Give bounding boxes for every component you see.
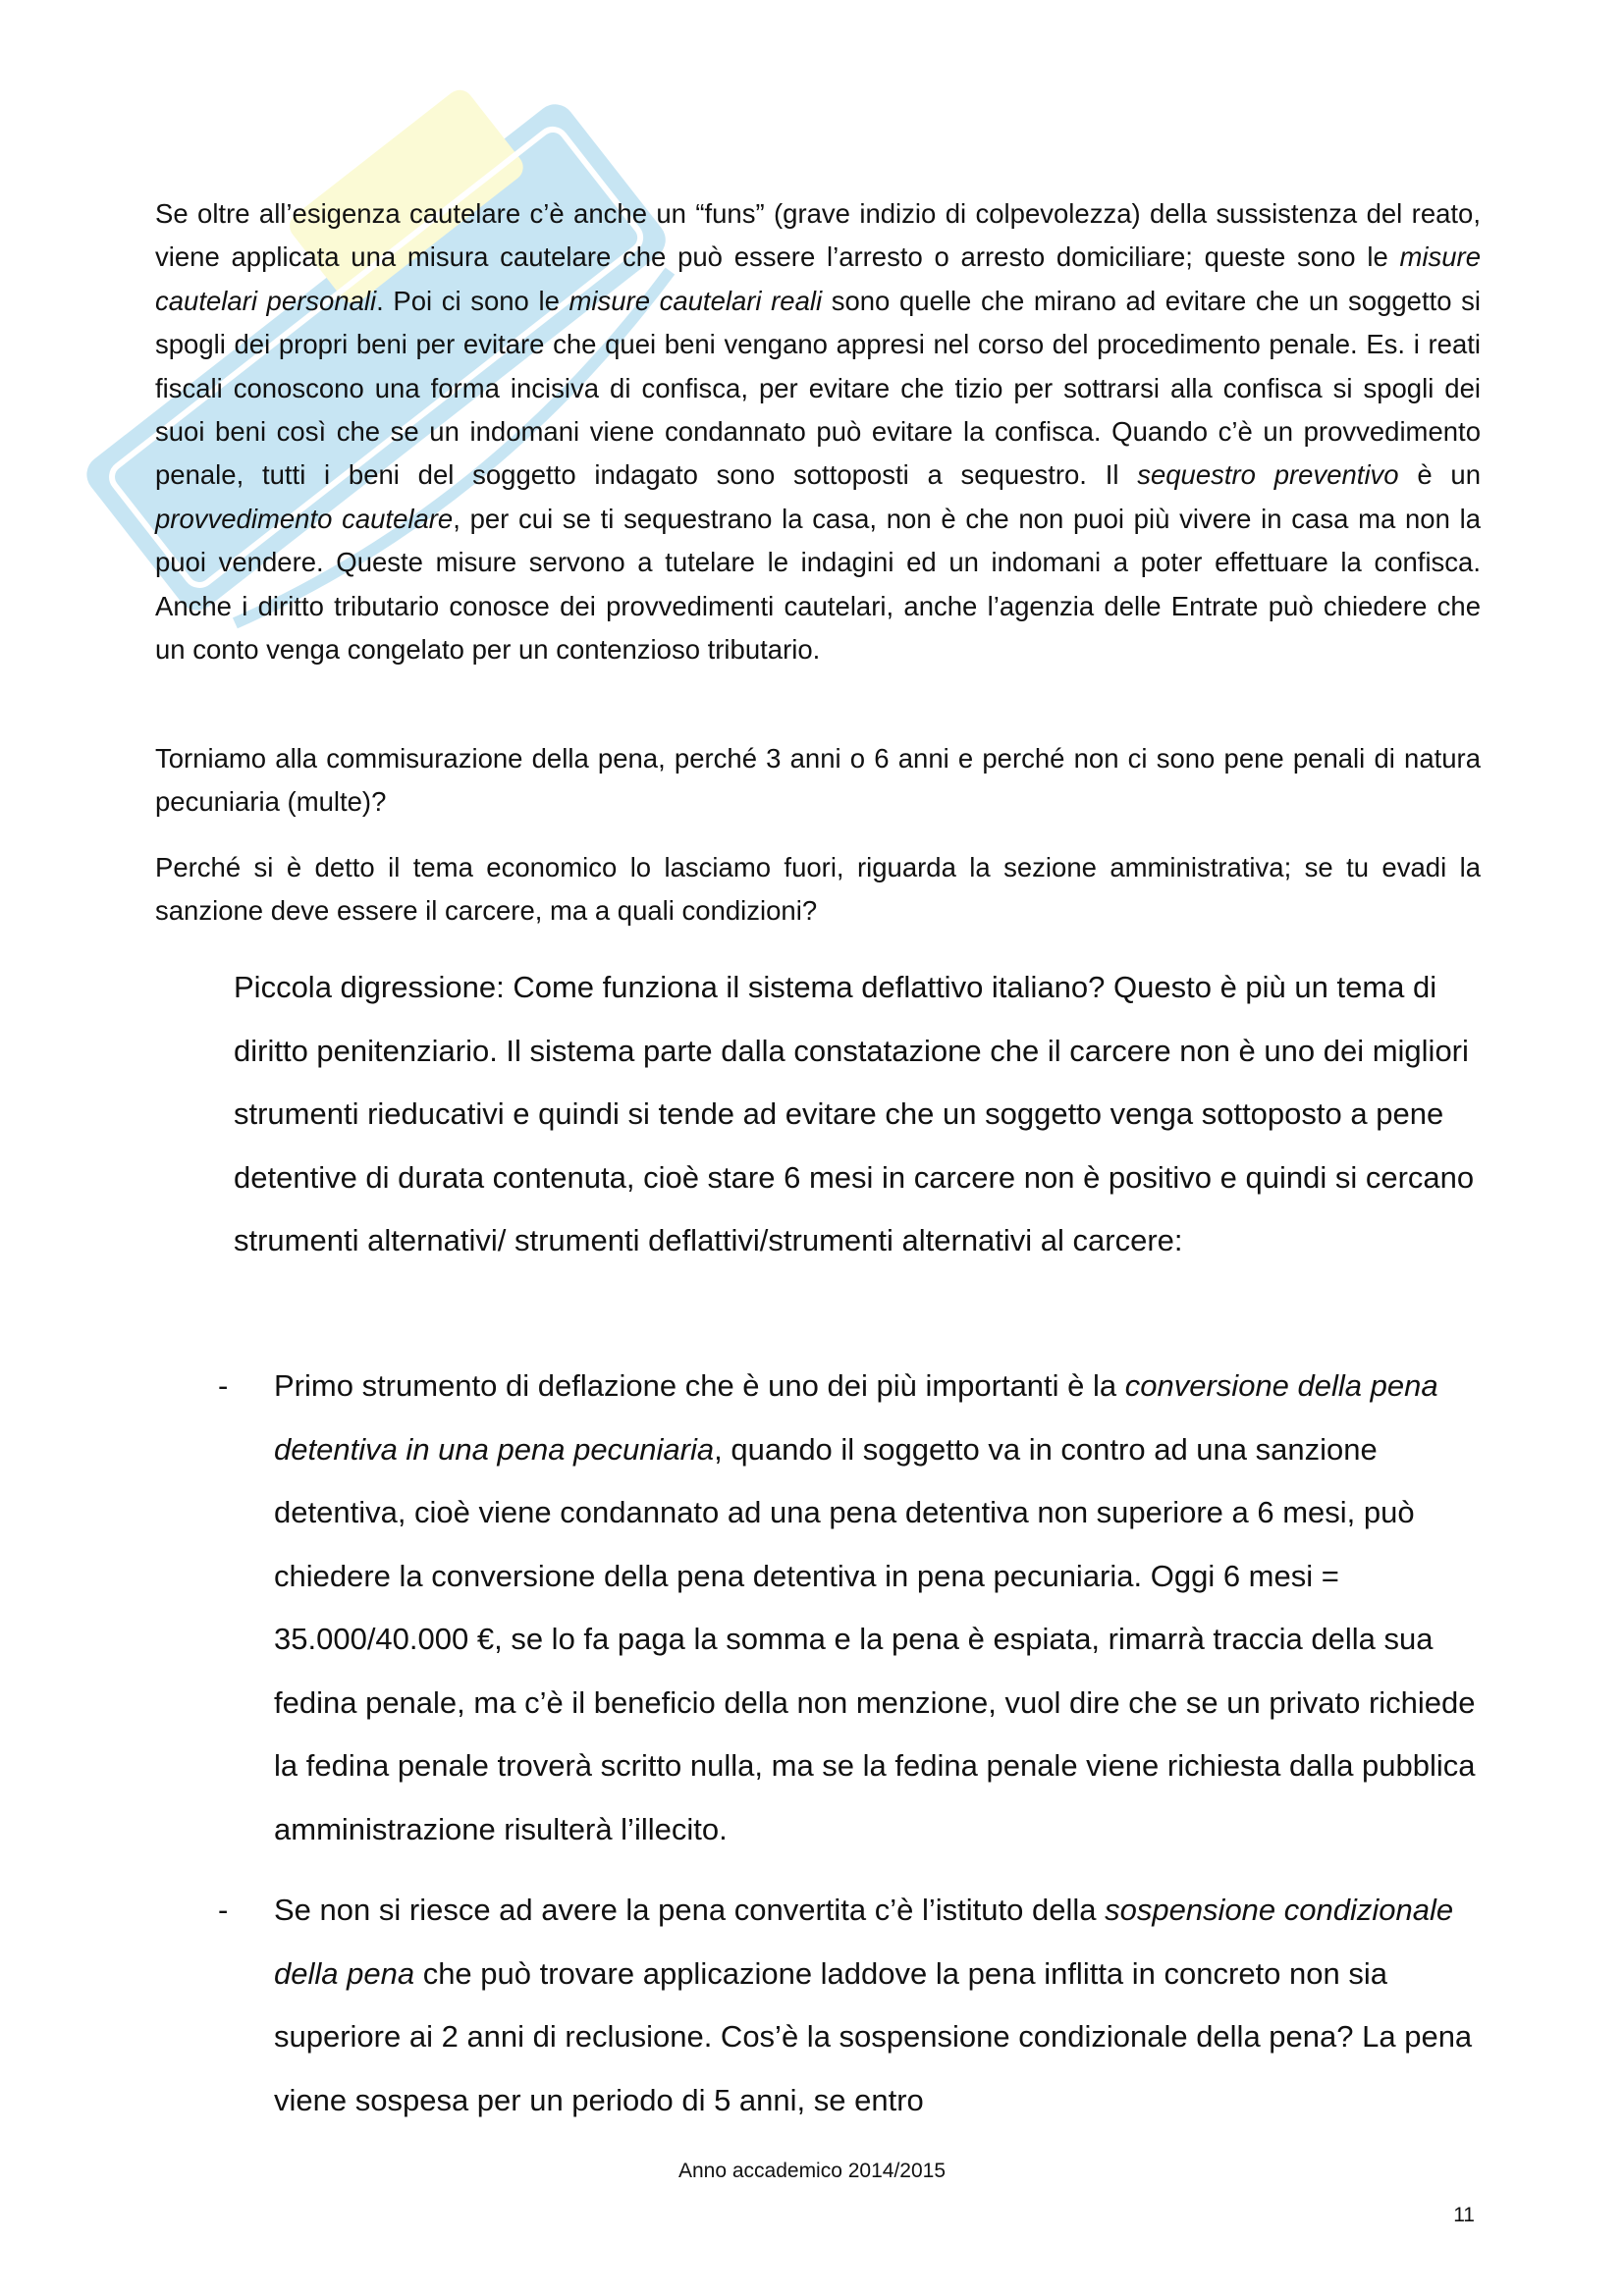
text-run: Se non si riesce ad avere la pena convertita c’è l’istituto della — [274, 1893, 1106, 1927]
text-run: , per cui se ti sequestrano la casa, non è che non puoi più vivere in casa ma non la puoi vendere. Queste misure servono a tutelare le indagini ed un indomani a poter effettuare la confisca. Anche i diritto tributario conosce dei provvedimenti cautelari, anche l’agenzia delle Entrate può chiedere che un conto venga congelato per un contenzioso tributario. — [155, 503, 1481, 666]
italic-term: sospensione condizionale della pena — [274, 1893, 1454, 1991]
footer-academic-year: Anno accademico 2014/2015 — [677, 2160, 947, 2182]
text-run: . Poi ci sono le — [376, 285, 569, 316]
text-run: sono quelle che mirano ad evitare che un soggetto si spogli dei propri beni per evitare che quei beni vengano appresi nel corso del procedimento penale. Es. i reati fiscali conoscono una forma incisiva di confisca, per evitare che tizio per sottrarsi alla confisca si spogli dei suoi beni così che se un indomani viene condannato può evitare la confisca. Quando c’è un provvedimento penale, tutti i beni del soggetto indagato sono sottoposti a sequestro. Il — [155, 285, 1481, 491]
paragraph-commisurazione-pena: Torniamo alla commisurazione della pena, perché 3 anni o 6 anni e perché non ci sono pene penali di natura pecuniaria (multe)? — [155, 743, 1481, 818]
text-run: che può trovare applicazione laddove la pena inflitta in concreto non sia superiore ai 2 anni di reclusione. Cos’è la sospensione condizionale della pena? La pena viene sospesa per un periodo di 5 anni, se entro — [274, 1955, 1473, 2117]
italic-term: misure cautelari reali — [568, 285, 823, 316]
italic-term: provvedimento cautelare — [155, 503, 454, 534]
text-run: Primo strumento di deflazione che è uno dei più importanti è la — [274, 1368, 1125, 1403]
bullet-marker: - — [218, 1368, 229, 1403]
italic-term: conversione della pena detentiva in una pena pecuniaria — [274, 1368, 1438, 1467]
bullet-sospensione-condizionale — [274, 1879, 1482, 2132]
paragraph-misure-cautelari — [155, 192, 1481, 671]
text-run: Se oltre all’esigenza cautelare c’è anche un “funs” (grave indizio di colpevolezza) della sussistenza del reato, viene applicata una misura cautelare che può essere l’arresto o arresto domiciliare; queste sono le — [155, 198, 1481, 273]
bullet-marker: - — [218, 1893, 229, 1927]
italic-term: misure cautelari personali — [155, 241, 1481, 316]
paragraph-digressione-sistema-deflattivo: Piccola digressione: Come funziona il sistema deflattivo italiano? Questo è più un tema di diritto penitenziario. Il sistema parte dalla constatazione che il carcere non è uno dei migliori strumenti rieducativi e quindi si tende ad evitare che un soggetto venga sottoposto a pene detentive di durata contenuta, cioè stare 6 mesi in carcere non è positivo e quindi si cercano strumenti alternativi/ strumenti deflattivi/strumenti alternativi al carcere: — [234, 970, 1475, 1257]
italic-term: sequestro preventivo — [1137, 459, 1399, 491]
bullet-conversione-pena — [274, 1355, 1482, 1861]
text-run: , quando il soggetto va in contro ad una sanzione detentiva, cioè viene condannato ad una pena detentiva non superiore a 6 mesi, può chiedere la conversione della pena detentiva in pena pecuniaria. Oggi 6 mesi = 35.000/40.000 €, se lo fa paga la somma e la pena è espiata, rimarrà traccia della sua fedina penale, ma c’è il beneficio della non menzione, vuol dire che se un privato richiede la fedina penale troverà scritto nulla, ma se la fedina penale viene richiesta dalla pubblica amministrazione risulterà l’illecito. — [274, 1431, 1476, 1846]
page-number: 11 — [1453, 2204, 1475, 2226]
paragraph-tema-economico: Perché si è detto il tema economico lo lasciamo fuori, riguarda la sezione amministrativa; se tu evadi la sanzione deve essere il carcere, ma a quali condizioni? — [155, 852, 1481, 927]
text-run: è un — [1398, 459, 1481, 491]
